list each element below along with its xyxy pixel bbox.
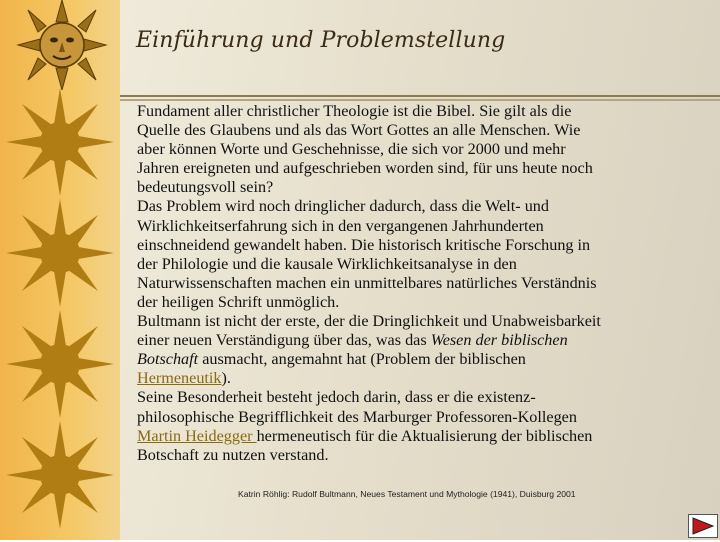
next-slide-button[interactable]	[688, 514, 718, 538]
body-line	[137, 331, 717, 350]
body-text: ausmacht, angemahnt hat (Problem der biblischen	[198, 350, 526, 369]
body-line	[137, 350, 717, 369]
body-line: Das Problem wird noch dringlicher dadurch, dass die Welt- und	[137, 197, 549, 216]
hermeneutik-link[interactable]: Hermeneutik	[137, 369, 222, 388]
sun-icon	[4, 419, 116, 531]
heidegger-link[interactable]: Martin Heidegger	[137, 426, 257, 445]
slide-title: Einführung und Problemstellung	[136, 28, 506, 53]
forward-arrow-icon	[689, 515, 717, 537]
divider-line	[120, 99, 720, 101]
sun-icon	[4, 197, 116, 309]
sun-icon	[4, 86, 116, 198]
body-line: der Philologie und die kausale Wirklichkeitsanalyse in den	[137, 254, 517, 273]
body-text: hermeneutisch für die Aktualisierung der biblischen	[256, 426, 593, 445]
body-text: ).	[221, 369, 231, 388]
body-line: Jahren ereigneten und aufgeschrieben worden sind, für uns heute noch	[137, 159, 593, 178]
emphasis-text: Wesen der biblischen	[430, 331, 568, 350]
body-line: Botschaft zu nutzen verstand.	[137, 445, 329, 464]
body-line: Quelle des Glaubens und als das Wort Gottes an alle Menschen. Wie	[137, 121, 581, 140]
body-line: einschneidend gewandelt haben. Die historisch kritische Forschung in	[137, 235, 591, 254]
body-line: Wirklichkeitserfahrung sich in den vergangenen Jahrhunderten	[137, 216, 544, 235]
body-line: Bultmann ist nicht der erste, der die Dringlichkeit und Unabweisbarkeit	[137, 312, 601, 331]
decorative-band	[0, 0, 120, 540]
sun-face-icon	[12, 0, 112, 90]
body-line: Fundament aller christlicher Theologie ist die Bibel. Sie gilt als die	[137, 102, 572, 120]
body-text: einer neuen Verständigung über das, was das	[137, 331, 431, 350]
body-line: aber können Worte und Geschehnisse, die sich vor 2000 und mehr	[137, 140, 566, 159]
title-divider	[120, 95, 720, 102]
body-line	[137, 369, 717, 388]
body-line: der heiligen Schrift unmöglich.	[137, 292, 340, 311]
body-line: Naturwissenschaften machen ein unmittelbares natürliches Verständnis	[137, 273, 597, 292]
body-line: bedeutungsvoll sein?	[137, 178, 274, 197]
slide-body	[137, 102, 717, 465]
body-line	[137, 427, 717, 446]
emphasis-text: Botschaft	[137, 350, 199, 369]
sun-icon	[4, 308, 116, 420]
body-line: Seine Besonderheit besteht jedoch darin, dass er die existenz-	[137, 388, 536, 407]
body-line: philosophische Begrifflichkeit des Marburger Professoren-Kollegen	[137, 407, 577, 426]
source-footnote: Katrin Röhlig: Rudolf Bultmann, Neues Testament und Mythologie (1941), Duisburg 2001	[238, 489, 576, 499]
divider-line	[120, 95, 720, 97]
